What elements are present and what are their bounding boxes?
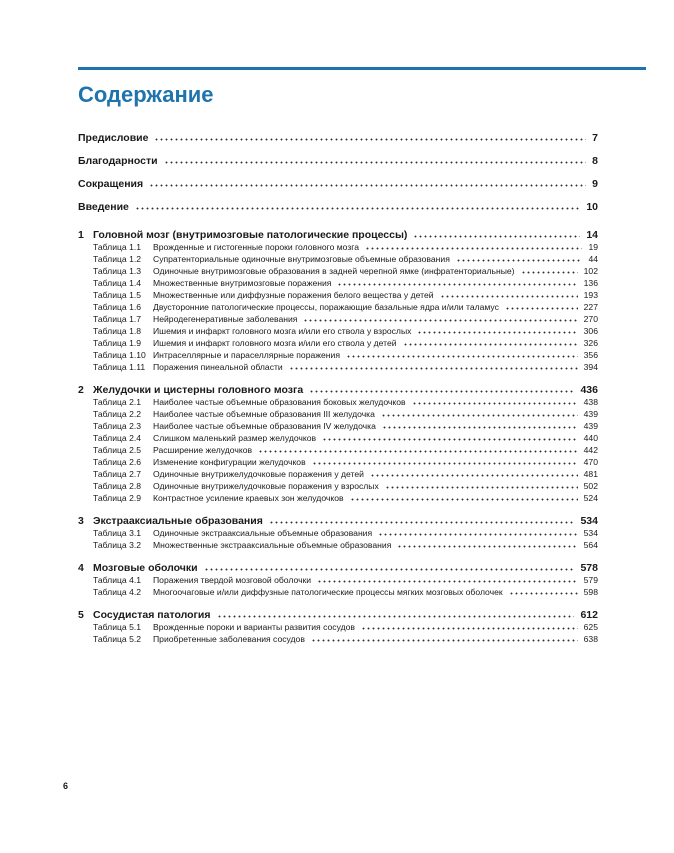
dot-leader bbox=[385, 486, 578, 489]
toc-entry-front-matter[interactable] bbox=[78, 201, 598, 224]
dot-leader bbox=[456, 259, 583, 262]
entry-title: Введение bbox=[78, 201, 129, 213]
toc-entry-table[interactable] bbox=[78, 362, 598, 374]
table-label: Таблица 2.9 bbox=[93, 493, 142, 503]
dot-leader bbox=[258, 450, 578, 453]
toc-entry-front-matter[interactable] bbox=[78, 132, 598, 155]
dot-leader bbox=[289, 367, 578, 370]
toc-entry-table[interactable] bbox=[78, 528, 598, 540]
table-page: 227 bbox=[583, 302, 598, 312]
dot-leader bbox=[509, 592, 578, 595]
dot-leader bbox=[382, 426, 578, 429]
toc-entry-table[interactable] bbox=[78, 278, 598, 290]
table-label: Таблица 5.2 bbox=[93, 634, 142, 644]
page-number: 6 bbox=[63, 781, 69, 791]
dot-leader bbox=[149, 184, 586, 187]
toc-entry-table[interactable] bbox=[78, 575, 598, 587]
chapter-number: 4 bbox=[78, 562, 84, 574]
table-title: Слишком маленький размер желудочков bbox=[153, 433, 317, 443]
entry-page: 10 bbox=[586, 201, 598, 213]
table-title: Множественные экстрааксиальные объемные образования bbox=[153, 540, 392, 550]
chapter-title: Сосудистая патология bbox=[93, 609, 211, 621]
table-label: Таблица 4.1 bbox=[93, 575, 142, 585]
dot-leader bbox=[317, 580, 578, 583]
dot-leader bbox=[269, 521, 575, 524]
table-label: Таблица 1.10 bbox=[93, 350, 146, 360]
table-page: 638 bbox=[583, 634, 598, 644]
dot-leader bbox=[365, 247, 582, 250]
toc-entry-table[interactable] bbox=[78, 445, 598, 457]
toc-entry-table[interactable] bbox=[78, 481, 598, 493]
table-label: Таблица 1.8 bbox=[93, 326, 142, 336]
dot-leader bbox=[303, 319, 577, 322]
toc-entry-table[interactable] bbox=[78, 397, 598, 409]
table-page: 579 bbox=[583, 575, 598, 585]
table-title: Контрастное усиление краевых зон желудочков bbox=[153, 493, 344, 503]
table-label: Таблица 2.2 bbox=[93, 409, 142, 419]
toc-entry-table[interactable] bbox=[78, 457, 598, 469]
toc-entry-table[interactable] bbox=[78, 314, 598, 326]
table-title: Наиболее частые объемные образования III желудочка bbox=[153, 409, 375, 419]
table-title: Расширение желудочков bbox=[153, 445, 253, 455]
toc-entry-chapter[interactable] bbox=[78, 229, 598, 242]
dot-leader bbox=[135, 207, 580, 210]
dot-leader bbox=[440, 295, 578, 298]
table-label: Таблица 5.1 bbox=[93, 622, 142, 632]
dot-leader bbox=[350, 498, 578, 501]
toc-entry-table[interactable] bbox=[78, 421, 598, 433]
dot-leader bbox=[521, 271, 578, 274]
table-page: 442 bbox=[583, 445, 598, 455]
dot-leader bbox=[397, 545, 577, 548]
dot-leader bbox=[346, 355, 578, 358]
table-title: Множественные внутримозговые поражения bbox=[153, 278, 332, 288]
toc-entry-chapter[interactable] bbox=[78, 562, 598, 575]
table-title: Изменение конфигурации желудочков bbox=[153, 457, 306, 467]
table-page: 440 bbox=[583, 433, 598, 443]
table-label: Таблица 2.5 bbox=[93, 445, 142, 455]
table-label: Таблица 3.2 bbox=[93, 540, 142, 550]
chapter-title: Экстрааксиальные образования bbox=[93, 515, 263, 527]
table-label: Таблица 2.3 bbox=[93, 421, 142, 431]
table-page: 470 bbox=[583, 457, 598, 467]
toc-entry-table[interactable] bbox=[78, 469, 598, 481]
toc-entry-table[interactable] bbox=[78, 242, 598, 254]
table-page: 306 bbox=[583, 326, 598, 336]
dot-leader bbox=[154, 138, 586, 141]
chapter-number: 2 bbox=[78, 384, 84, 396]
table-title: Интраселлярные и параселлярные поражения bbox=[153, 350, 341, 360]
table-page: 193 bbox=[583, 290, 598, 300]
chapter-page: 436 bbox=[580, 384, 598, 396]
table-label: Таблица 1.3 bbox=[93, 266, 142, 276]
table-page: 270 bbox=[583, 314, 598, 324]
table-page: 502 bbox=[583, 481, 598, 491]
dot-leader bbox=[403, 343, 578, 346]
toc-entry-chapter[interactable] bbox=[78, 384, 598, 397]
table-label: Таблица 1.1 bbox=[93, 242, 142, 252]
toc-entry-table[interactable] bbox=[78, 433, 598, 445]
chapter-page: 612 bbox=[580, 609, 598, 621]
table-label: Таблица 1.4 bbox=[93, 278, 142, 288]
table-page: 598 bbox=[583, 587, 598, 597]
table-title: Двусторонние патологические процессы, поражающие базальные ядра и/или таламус bbox=[153, 302, 499, 312]
toc-entry-chapter[interactable] bbox=[78, 609, 598, 622]
table-title: Наиболее частые объемные образования IV желудочка bbox=[153, 421, 376, 431]
table-label: Таблица 2.7 bbox=[93, 469, 142, 479]
table-label: Таблица 2.6 bbox=[93, 457, 142, 467]
table-title: Ишемия и инфаркт головного мозга и/или его ствола у детей bbox=[153, 338, 397, 348]
toc-entry-front-matter[interactable] bbox=[78, 178, 598, 201]
toc-entry-table[interactable] bbox=[78, 290, 598, 302]
toc-entry-table[interactable] bbox=[78, 350, 598, 362]
table-label: Таблица 1.9 bbox=[93, 338, 142, 348]
dot-leader bbox=[361, 627, 578, 630]
table-label: Таблица 1.5 bbox=[93, 290, 142, 300]
dot-leader bbox=[413, 235, 580, 238]
entry-title: Предисловие bbox=[78, 132, 149, 144]
entry-page: 7 bbox=[592, 132, 598, 144]
chapter-title: Головной мозг (внутримозговые патологические процессы) bbox=[93, 229, 408, 241]
table-page: 326 bbox=[583, 338, 598, 348]
chapter-page: 534 bbox=[580, 515, 598, 527]
table-title: Одиночные внутрижелудочковые поражения у взрослых bbox=[153, 481, 379, 491]
table-label: Таблица 1.6 bbox=[93, 302, 142, 312]
table-page: 102 bbox=[583, 266, 598, 276]
table-page: 356 bbox=[583, 350, 598, 360]
table-title: Одиночные экстрааксиальные объемные образования bbox=[153, 528, 373, 538]
dot-leader bbox=[309, 390, 574, 393]
table-title: Одиночные внутрижелудочковые поражения у детей bbox=[153, 469, 364, 479]
toc-entry-table[interactable] bbox=[78, 540, 598, 552]
table-label: Таблица 1.2 bbox=[93, 254, 142, 264]
table-page: 44 bbox=[588, 254, 598, 264]
dot-leader bbox=[505, 307, 578, 310]
table-label: Таблица 3.1 bbox=[93, 528, 142, 538]
chapter-number: 1 bbox=[78, 229, 84, 241]
entry-page: 9 bbox=[592, 178, 598, 190]
entry-title: Благодарности bbox=[78, 155, 158, 167]
dot-leader bbox=[164, 161, 587, 164]
dot-leader bbox=[412, 402, 578, 405]
table-title: Врожденные и гистогенные пороки головного мозга bbox=[153, 242, 359, 252]
toc-entry-table[interactable] bbox=[78, 634, 598, 646]
chapter-title: Желудочки и цистерны головного мозга bbox=[93, 384, 304, 396]
toc-entry-front-matter[interactable] bbox=[78, 155, 598, 178]
header-rule bbox=[78, 67, 646, 70]
entry-title: Сокращения bbox=[78, 178, 144, 190]
dot-leader bbox=[311, 639, 578, 642]
toc-entry-table[interactable] bbox=[78, 266, 598, 278]
toc-entry-table[interactable] bbox=[78, 409, 598, 421]
table-page: 534 bbox=[583, 528, 598, 538]
table-title: Поражения пинеальной области bbox=[153, 362, 283, 372]
table-page: 564 bbox=[583, 540, 598, 550]
table-page: 394 bbox=[583, 362, 598, 372]
chapter-page: 14 bbox=[586, 229, 598, 241]
entry-page: 8 bbox=[592, 155, 598, 167]
table-of-contents bbox=[78, 132, 598, 646]
toc-entry-table[interactable] bbox=[78, 302, 598, 314]
dot-leader bbox=[322, 438, 578, 441]
table-page: 438 bbox=[583, 397, 598, 407]
table-label: Таблица 1.11 bbox=[93, 362, 146, 372]
chapter-number: 5 bbox=[78, 609, 84, 621]
table-label: Таблица 2.4 bbox=[93, 433, 142, 443]
table-title: Поражения твердой мозговой оболочки bbox=[153, 575, 312, 585]
dot-leader bbox=[204, 568, 575, 571]
dot-leader bbox=[312, 462, 578, 465]
table-page: 136 bbox=[583, 278, 598, 288]
table-title: Многоочаговые и/или диффузные патологические процессы мягких мозговых оболочек bbox=[153, 587, 503, 597]
dot-leader bbox=[370, 474, 578, 477]
toc-entry-table[interactable] bbox=[78, 338, 598, 350]
table-label: Таблица 2.8 bbox=[93, 481, 142, 491]
table-page: 625 bbox=[583, 622, 598, 632]
table-title: Супратенториальные одиночные внутримозговые объемные образования bbox=[153, 254, 450, 264]
table-title: Наиболее частые объемные образования боковых желудочков bbox=[153, 397, 406, 407]
table-label: Таблица 4.2 bbox=[93, 587, 142, 597]
toc-entry-table[interactable] bbox=[78, 493, 598, 505]
table-title: Врожденные пороки и варианты развития сосудов bbox=[153, 622, 355, 632]
dot-leader bbox=[217, 615, 575, 618]
dot-leader bbox=[337, 283, 577, 286]
table-title: Множественные или диффузные поражения белого вещества у детей bbox=[153, 290, 434, 300]
toc-entry-table[interactable] bbox=[78, 622, 598, 634]
table-title: Ишемия и инфаркт головного мозга и/или его ствола у взрослых bbox=[153, 326, 412, 336]
table-label: Таблица 2.1 bbox=[93, 397, 142, 407]
toc-entry-table[interactable] bbox=[78, 587, 598, 599]
chapter-number: 3 bbox=[78, 515, 84, 527]
table-title: Приобретенные заболевания сосудов bbox=[153, 634, 305, 644]
table-page: 19 bbox=[588, 242, 598, 252]
page-title: Содержание bbox=[78, 82, 214, 107]
chapter-page: 578 bbox=[580, 562, 598, 574]
table-page: 439 bbox=[583, 421, 598, 431]
dot-leader bbox=[381, 414, 578, 417]
table-title: Нейродегенеративные заболевания bbox=[153, 314, 298, 324]
toc-entry-chapter[interactable] bbox=[78, 515, 598, 528]
toc-entry-table[interactable] bbox=[78, 254, 598, 266]
table-page: 524 bbox=[583, 493, 598, 503]
toc-entry-table[interactable] bbox=[78, 326, 598, 338]
table-label: Таблица 1.7 bbox=[93, 314, 142, 324]
dot-leader bbox=[378, 533, 578, 536]
table-page: 439 bbox=[583, 409, 598, 419]
table-title: Одиночные внутримозговые образования в задней черепной ямке (инфратенториальные) bbox=[153, 266, 515, 276]
chapter-title: Мозговые оболочки bbox=[93, 562, 198, 574]
table-page: 481 bbox=[583, 469, 598, 479]
dot-leader bbox=[417, 331, 577, 334]
